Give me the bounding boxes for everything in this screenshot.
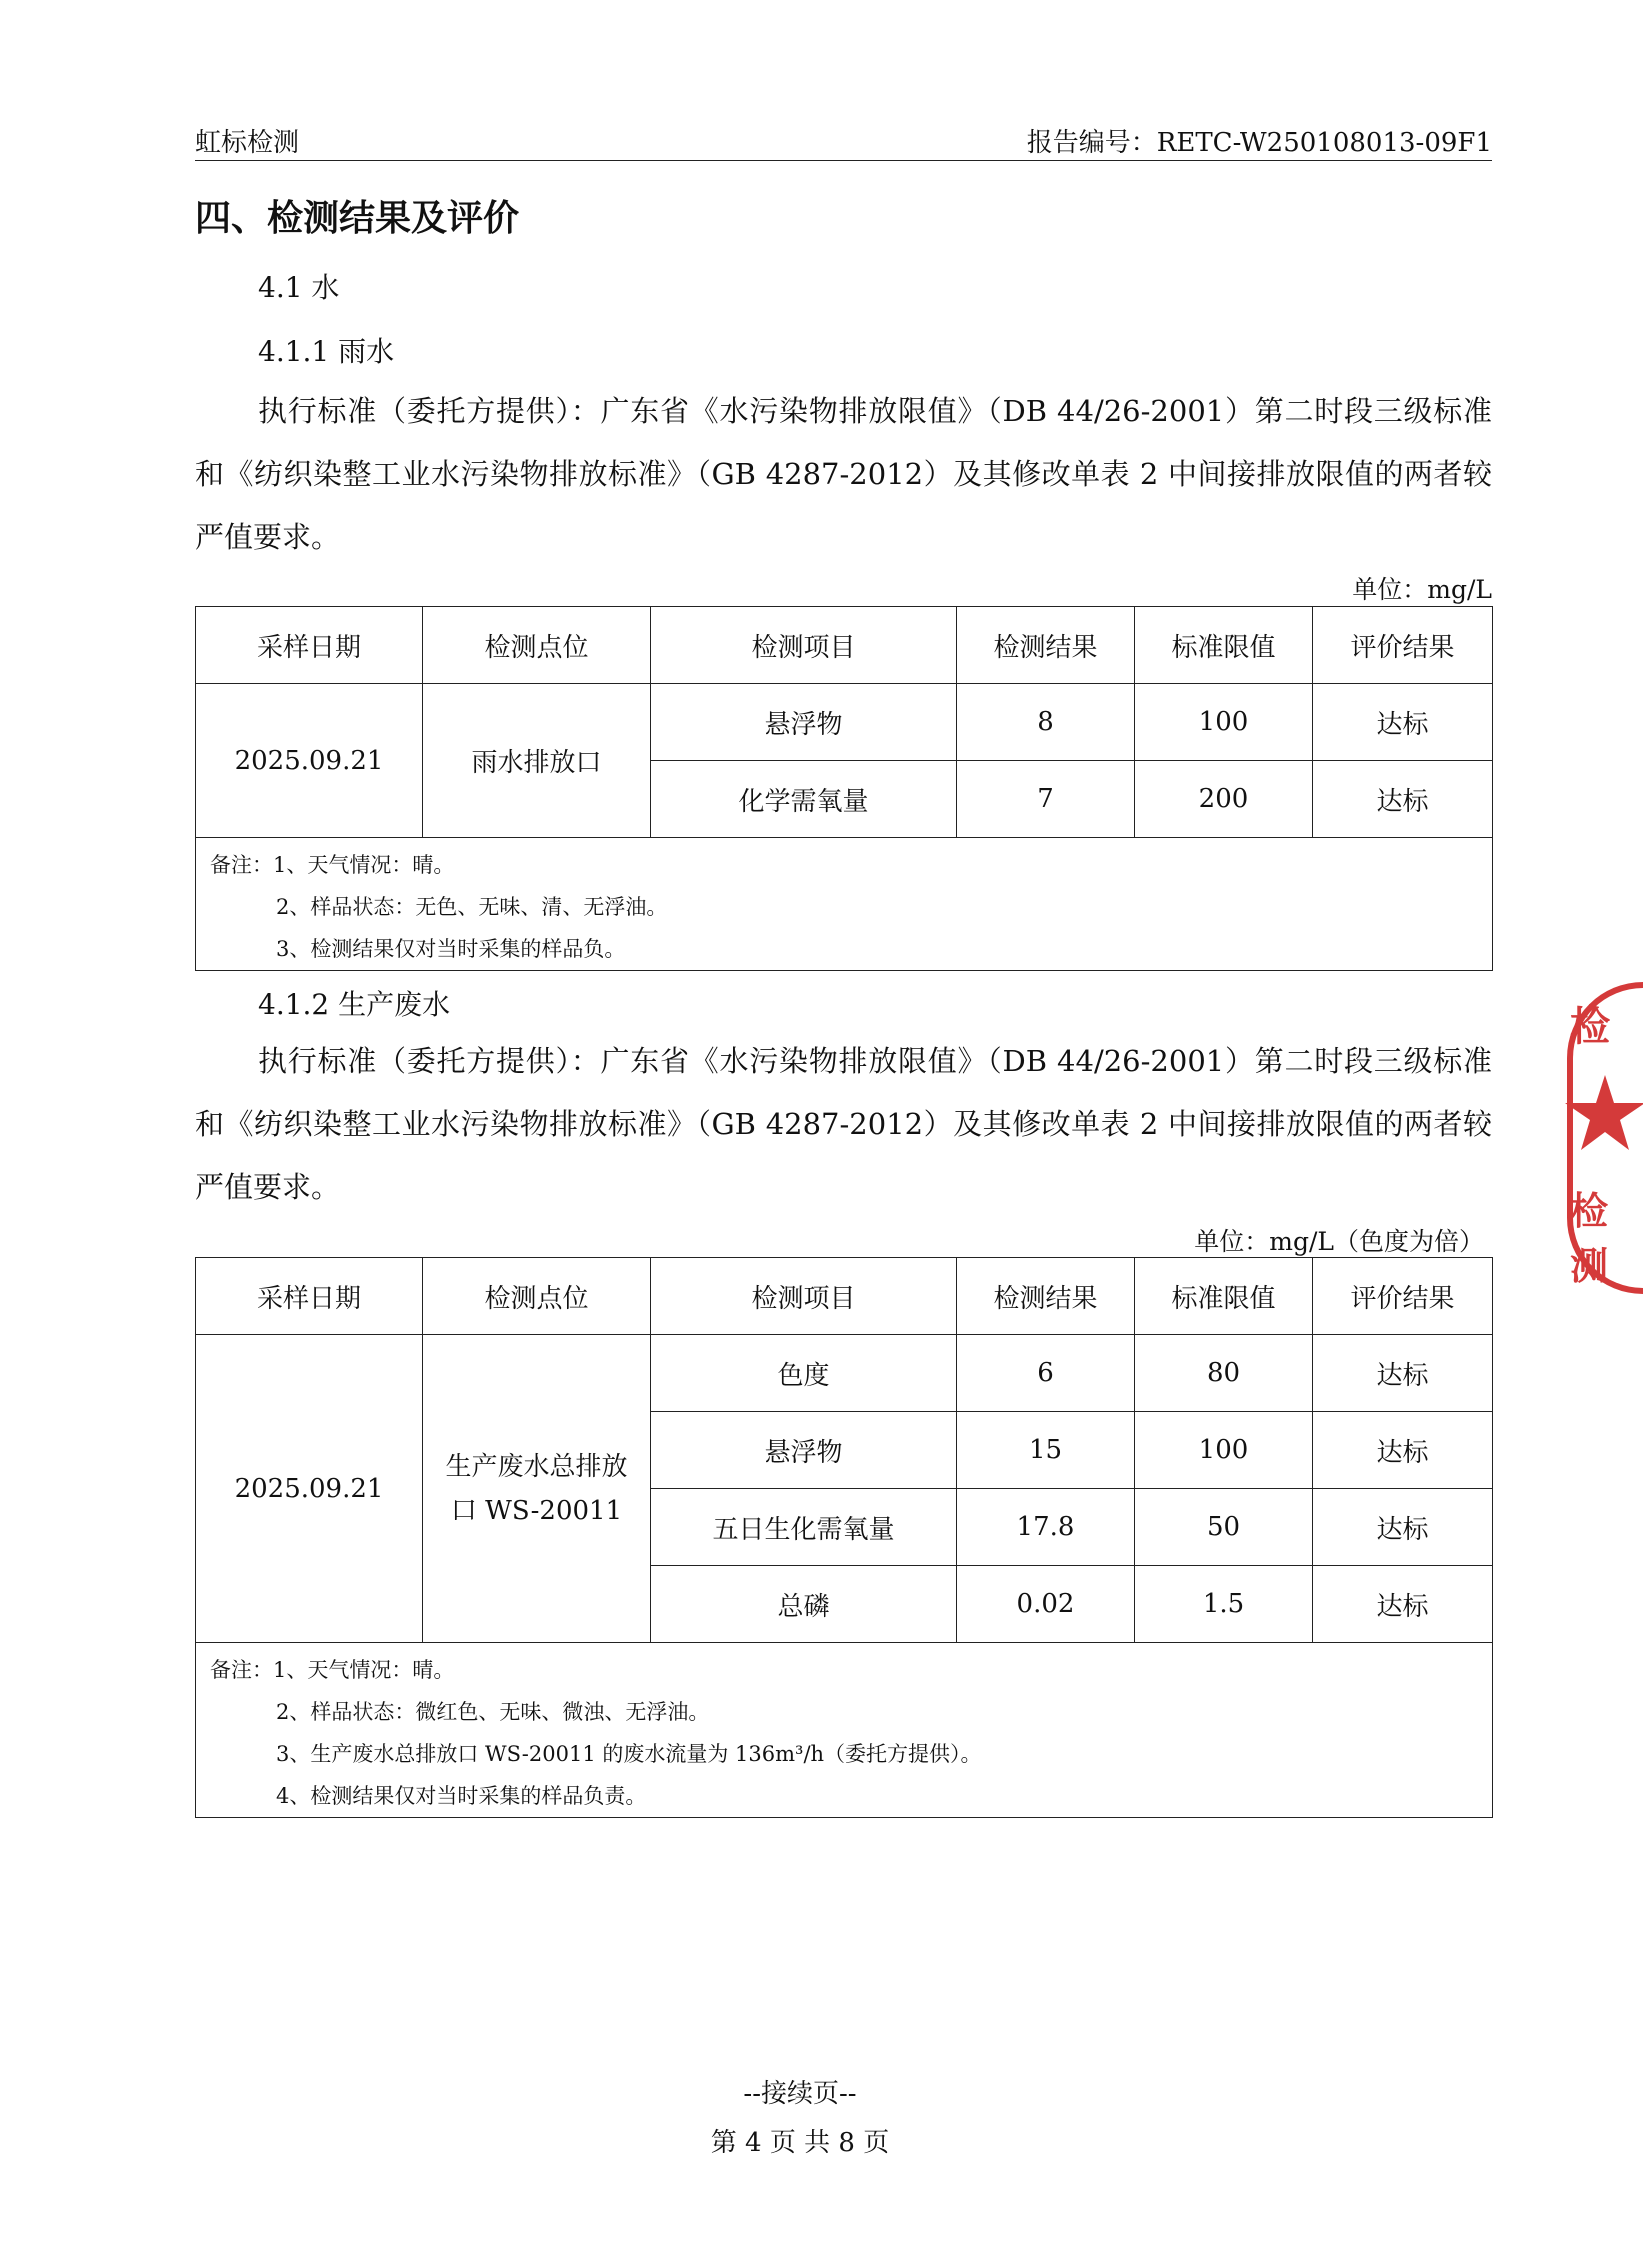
notes-row [196,838,1493,971]
production-water-table [195,1257,1493,1818]
company-name: 虹标检测 [195,128,300,158]
evaluation: 达标 [1313,761,1493,838]
test-result: 15 [957,1412,1135,1489]
test-result: 17.8 [957,1489,1135,1566]
seal-text-bottom: 检测 [1570,1188,1609,1288]
rain-water-table [195,606,1493,971]
table-header-row [196,607,1493,684]
standard-limit: 200 [1135,761,1313,838]
col-header: 检测结果 [957,607,1135,684]
test-result: 7 [957,761,1135,838]
note-line: 3、检测结果仅对当时采集的样品负。 [276,937,626,961]
note-line: 2、样品状态：微红色、无味、微浊、无浮油。 [276,1700,710,1724]
note-line: 备注：1、天气情况：晴。 [210,853,455,877]
note-line: 2、样品状态：无色、无味、清、无浮油。 [276,895,668,919]
evaluation: 达标 [1313,1566,1493,1643]
sample-date: 2025.09.21 [196,1335,423,1643]
test-item: 五日生化需氧量 [651,1489,957,1566]
sample-date: 2025.09.21 [196,684,423,838]
evaluation: 达标 [1313,1412,1493,1489]
notes-row [196,1643,1493,1818]
col-header: 检测结果 [957,1258,1135,1335]
evaluation: 达标 [1313,1335,1493,1412]
seal-text-top: 检 [1570,1003,1610,1050]
col-header: 标准限值 [1135,607,1313,684]
standard-paragraph-2: 执行标准（委托方提供）：广东省《水污染物排放限值》（DB 44/26-2001）第二时段三级标准和《纺织染整工业水污染物排放标准》（GB 4287-2012）及其修改单表 2 中间接排放限值的两者较严值要求。 [195,1044,1492,1204]
test-item: 色度 [651,1335,957,1412]
col-header: 标准限值 [1135,1258,1313,1335]
standard-limit: 50 [1135,1489,1313,1566]
test-item: 悬浮物 [651,1412,957,1489]
note-line: 3、生产废水总排放口 WS-20011 的废水流量为 136m³/h（委托方提供）。 [276,1742,982,1766]
test-item: 总磷 [651,1566,957,1643]
col-header: 采样日期 [196,607,423,684]
col-header: 评价结果 [1313,1258,1493,1335]
section-title: 四、检测结果及评价 [195,197,520,239]
standard-limit: 100 [1135,1412,1313,1489]
continue-marker: --接续页-- [743,2079,857,2109]
test-result: 6 [957,1335,1135,1412]
standard-limit: 100 [1135,684,1313,761]
note-line: 备注：1、天气情况：晴。 [210,1658,455,1682]
col-header: 检测项目 [651,1258,957,1335]
page-header [195,122,1492,158]
test-item: 悬浮物 [651,684,957,761]
subsection-water: 4.1 水 [258,271,340,304]
col-header: 评价结果 [1313,607,1493,684]
header-divider [195,160,1492,161]
evaluation: 达标 [1313,1489,1493,1566]
notes-cell [196,1643,1493,1818]
test-item: 化学需氧量 [651,761,957,838]
col-header: 检测点位 [423,607,651,684]
subsection-production: 4.1.2 生产废水 [258,988,451,1021]
table1-unit: 单位：mg/L [1352,575,1492,604]
test-result: 0.02 [957,1566,1135,1643]
standard-limit: 80 [1135,1335,1313,1412]
standard-limit: 1.5 [1135,1566,1313,1643]
table2-unit: 单位：mg/L（色度为倍） [1194,1227,1484,1256]
standard-paragraph-1: 执行标准（委托方提供）：广东省《水污染物排放限值》（DB 44/26-2001）第二时段三级标准和《纺织染整工业水污染物排放标准》（GB 4287-2012）及其修改单表 2 中间接排放限值的两者较严值要求。 [195,394,1492,554]
test-result: 8 [957,684,1135,761]
col-header: 检测项目 [651,607,957,684]
evaluation: 达标 [1313,684,1493,761]
sample-point: 雨水排放口 [423,684,651,838]
table-row [196,1335,1493,1412]
col-header: 检测点位 [423,1258,651,1335]
note-line: 4、检测结果仅对当时采集的样品负责。 [276,1784,647,1808]
col-header: 采样日期 [196,1258,423,1335]
subsection-rain: 4.1.1 雨水 [258,335,395,368]
page-number: 第 4 页 共 8 页 [710,2128,890,2158]
sample-point: 生产废水总排放口 WS-20011 [423,1335,651,1643]
table-header-row [196,1258,1493,1335]
seal-star-icon [1565,1075,1600,1155]
report-number: 报告编号：RETC-W250108013-09F1 [1026,128,1492,158]
notes-cell [196,838,1493,971]
table-row [196,684,1493,761]
